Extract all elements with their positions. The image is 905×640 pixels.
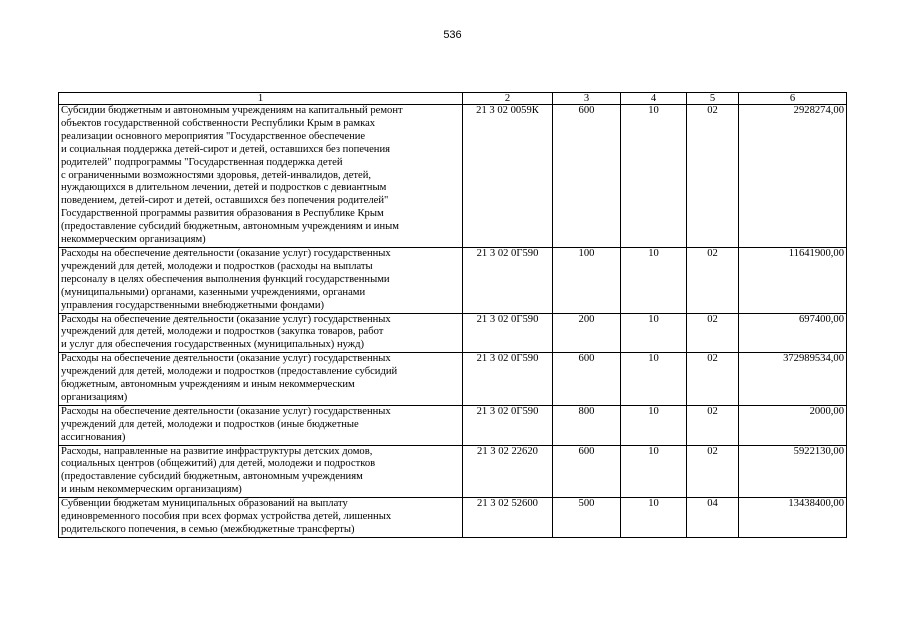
row-expense-type: 200 — [553, 313, 621, 353]
table-row — [59, 313, 847, 353]
table-header-row — [59, 93, 847, 105]
row-amount: 2928274,00 — [739, 105, 847, 248]
row-subsection: 02 — [687, 105, 739, 248]
row-section: 10 — [621, 405, 687, 445]
row-expense-type: 500 — [553, 498, 621, 538]
row-description: Субвенции бюджетам муниципальных образований на выплату единовременного пособия при всех формах устройства детей, лишенных родительского попечения, в семью (межбюджетные трансферты) — [59, 498, 463, 538]
row-section: 10 — [621, 445, 687, 498]
row-target-code: 21 3 02 0059К — [463, 105, 553, 248]
row-subsection: 02 — [687, 445, 739, 498]
row-description: Расходы, направленные на развитие инфраструктуры детских домов, социальных центров (общежитий) для детей, молодежи и подростков (предоставление субсидий бюджетным, автономным учреждениям и иным некоммерческим организациям) — [59, 445, 463, 498]
column-header: 3 — [553, 93, 621, 105]
column-header: 5 — [687, 93, 739, 105]
row-description: Субсидии бюджетным и автономным учреждениям на капитальный ремонт объектов государственной собственности Республики Крым в рамках реализации основного мероприятия "Государственное обеспечение и социальная поддержка детей-сирот и детей, оставшихся без попечения родителей" подпрограммы "Государственная поддержка детей с ограниченными возможностями здоровья, детей-инвалидов, детей, нуждающихся в длительном лечении, детей и подростков с девиантным поведением, детей-сирот и детей, оставшихся без попечения родителей" Государственной программы развития образования в Республике Крым (предоставление субсидий бюджетным, автономным учреждениям и иным некоммерческим организациям) — [59, 105, 463, 248]
row-target-code: 21 3 02 0Г590 — [463, 353, 553, 406]
row-amount: 372989534,00 — [739, 353, 847, 406]
row-expense-type: 800 — [553, 405, 621, 445]
table-row — [59, 445, 847, 498]
row-target-code: 21 3 02 0Г590 — [463, 247, 553, 313]
row-subsection: 02 — [687, 353, 739, 406]
row-subsection: 02 — [687, 247, 739, 313]
table-row — [59, 247, 847, 313]
column-header: 1 — [59, 93, 463, 105]
row-subsection: 04 — [687, 498, 739, 538]
column-header: 4 — [621, 93, 687, 105]
row-amount: 5922130,00 — [739, 445, 847, 498]
table-row — [59, 498, 847, 538]
row-section: 10 — [621, 313, 687, 353]
page-number: 536 — [443, 29, 462, 41]
row-description: Расходы на обеспечение деятельности (оказание услуг) государственных учреждений для детей, молодежи и подростков (расходы на выплаты персоналу в целях обеспечения выполнения функций государственными (муниципальными) органами, казенными учреждениями, органами управления государственными внебюджетными фондами) — [59, 247, 463, 313]
row-section: 10 — [621, 247, 687, 313]
table-row — [59, 353, 847, 406]
row-description: Расходы на обеспечение деятельности (оказание услуг) государственных учреждений для детей, молодежи и подростков (предоставление субсидий бюджетным, автономным учреждениям и иным некоммерческим организациям) — [59, 353, 463, 406]
row-expense-type: 600 — [553, 445, 621, 498]
column-header: 6 — [739, 93, 847, 105]
row-section: 10 — [621, 105, 687, 248]
column-header: 2 — [463, 93, 553, 105]
row-description: Расходы на обеспечение деятельности (оказание услуг) государственных учреждений для детей, молодежи и подростков (иные бюджетные ассигнования) — [59, 405, 463, 445]
row-amount: 697400,00 — [739, 313, 847, 353]
row-amount: 13438400,00 — [739, 498, 847, 538]
row-description: Расходы на обеспечение деятельности (оказание услуг) государственных учреждений для детей, молодежи и подростков (закупка товаров, работ и услуг для обеспечения государственных (муниципальных) нужд) — [59, 313, 463, 353]
row-section: 10 — [621, 498, 687, 538]
budget-table — [58, 92, 847, 538]
row-target-code: 21 3 02 0Г590 — [463, 405, 553, 445]
row-target-code: 21 3 02 0Г590 — [463, 313, 553, 353]
table-row — [59, 105, 847, 248]
table-row — [59, 405, 847, 445]
row-subsection: 02 — [687, 313, 739, 353]
row-subsection: 02 — [687, 405, 739, 445]
row-expense-type: 600 — [553, 353, 621, 406]
row-target-code: 21 3 02 22620 — [463, 445, 553, 498]
row-expense-type: 100 — [553, 247, 621, 313]
row-target-code: 21 3 02 52600 — [463, 498, 553, 538]
row-expense-type: 600 — [553, 105, 621, 248]
row-section: 10 — [621, 353, 687, 406]
row-amount: 2000,00 — [739, 405, 847, 445]
row-amount: 11641900,00 — [739, 247, 847, 313]
